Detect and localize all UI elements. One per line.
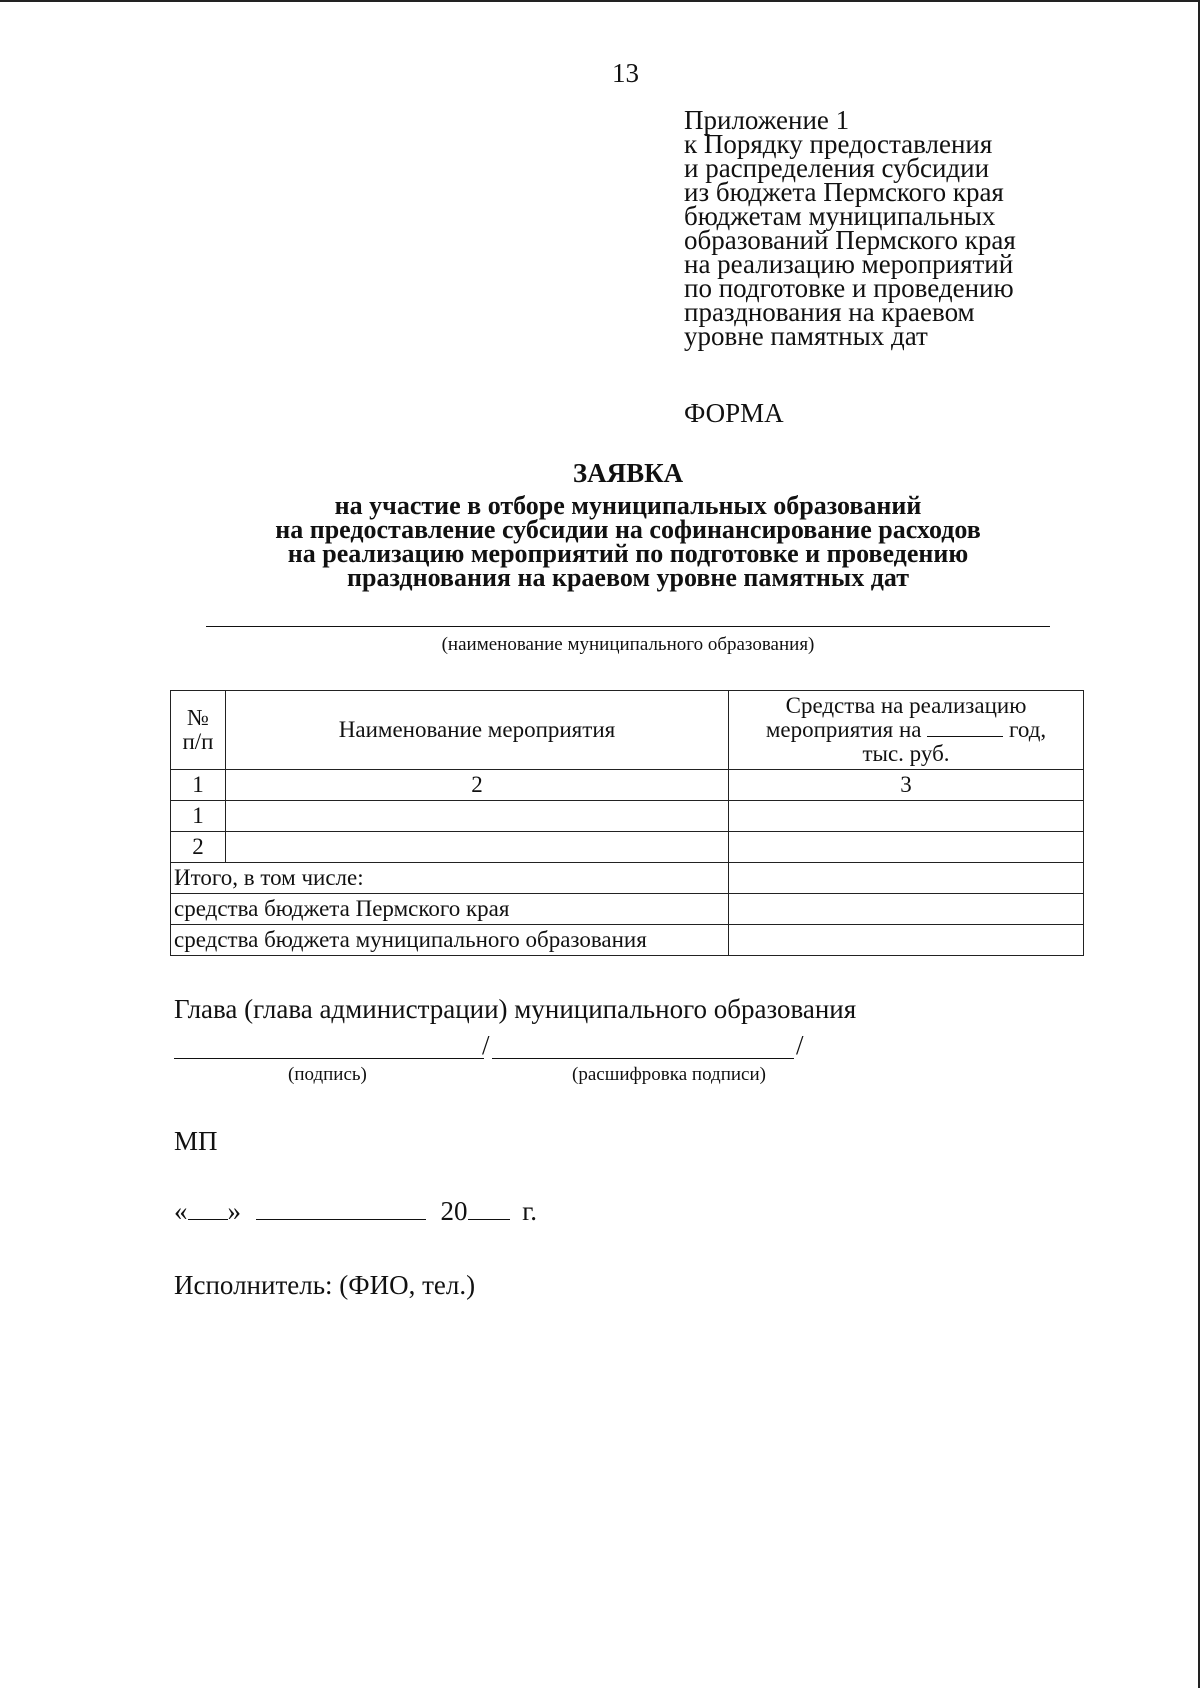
table-row [171,832,1084,863]
header-name-cell: Наименование мероприятия [226,691,729,770]
signature-decode-field[interactable] [492,1058,794,1059]
subtitle-line: на реализацию мероприятий по подготовке и проведению [287,539,969,568]
head-role-label: Глава (глава администрации) муниципального образования [174,994,857,1024]
row-num-cell: 1 [171,801,226,832]
date-year-prefix: 20 [440,1196,468,1226]
annex-line: к Порядку предоставления [684,129,993,159]
header-funds-line: Средства на реализацию [785,693,1027,718]
date-open-quote: « [174,1196,188,1226]
row-name-cell[interactable] [226,801,729,832]
row-name-cell[interactable] [226,832,729,863]
date-day-field[interactable] [188,1197,228,1220]
total-row [171,863,1084,894]
annex-line: образований Пермского края [684,225,1016,255]
date-year-field[interactable] [468,1197,510,1220]
total-funds-cell[interactable] [729,863,1084,894]
subtitle-line: на предоставление субсидии на софинансирование расходов [275,515,981,544]
annex-line: на реализацию мероприятий [684,249,1014,279]
annex-line: и распределения субсидии [684,153,990,183]
annex-line: бюджетам муниципальных [684,201,996,231]
events-table [170,690,1084,956]
annex-line: по подготовке и проведению [684,273,1014,303]
signature-caption: (подпись) [288,1064,367,1085]
document-subtitle [0,491,1200,592]
row-funds-cell[interactable] [729,832,1084,863]
date-close-quote: » [227,1196,241,1226]
table-row [171,801,1084,832]
annex-reference [684,105,1016,351]
signature-field[interactable] [174,1058,484,1059]
signature-decode-caption: (расшифровка подписи) [572,1064,766,1085]
annex-line: уровне памятных дат [684,321,928,351]
header-funds-line [732,718,1080,742]
form-label: ФОРМА [684,398,784,428]
document-title: ЗАЯВКА [572,458,684,488]
municipality-name-caption: (наименование муниципального образования) [441,634,815,655]
total-row [171,925,1084,956]
total-row [171,894,1084,925]
year-blank-field[interactable] [927,718,1003,737]
page-number: 13 [612,58,639,88]
annex-line: из бюджета Пермского края [684,177,1004,207]
municipality-name-field[interactable] [206,626,1050,627]
column-number-cell: 2 [226,770,729,801]
total-funds-cell[interactable] [729,925,1084,956]
header-funds-prefix: мероприятия на [765,717,922,742]
total-label-cell: Итого, в том числе: [171,863,729,894]
subtitle-line: празднования на краевом уровне памятных дат [347,563,909,592]
date-row [174,1196,537,1227]
total-label-cell: средства бюджета муниципального образования [171,925,729,956]
row-funds-cell[interactable] [729,801,1084,832]
column-number-cell: 3 [729,770,1084,801]
table-header-row [171,691,1084,770]
signature-slash: / [796,1030,804,1060]
column-number-cell: 1 [171,770,226,801]
total-funds-cell[interactable] [729,894,1084,925]
executor-label: Исполнитель: (ФИО, тел.) [174,1270,476,1300]
annex-line: празднования на краевом [684,297,975,327]
annex-line: Приложение 1 [684,105,850,135]
date-month-field[interactable] [256,1197,426,1220]
column-number-row [171,770,1084,801]
header-num-line: № [187,705,209,730]
header-funds-suffix: год, [1009,717,1047,742]
header-funds-cell [729,691,1084,770]
date-year-suffix: г. [522,1196,538,1226]
stamp-label: МП [174,1126,218,1156]
header-num-cell [171,691,226,770]
total-label-cell: средства бюджета Пермского края [171,894,729,925]
subtitle-line: на участие в отборе муниципальных образований [334,491,922,520]
header-num-line: п/п [182,729,214,754]
header-funds-line: тыс. руб. [862,741,950,766]
row-num-cell: 2 [171,832,226,863]
signature-slash: / [482,1030,490,1060]
